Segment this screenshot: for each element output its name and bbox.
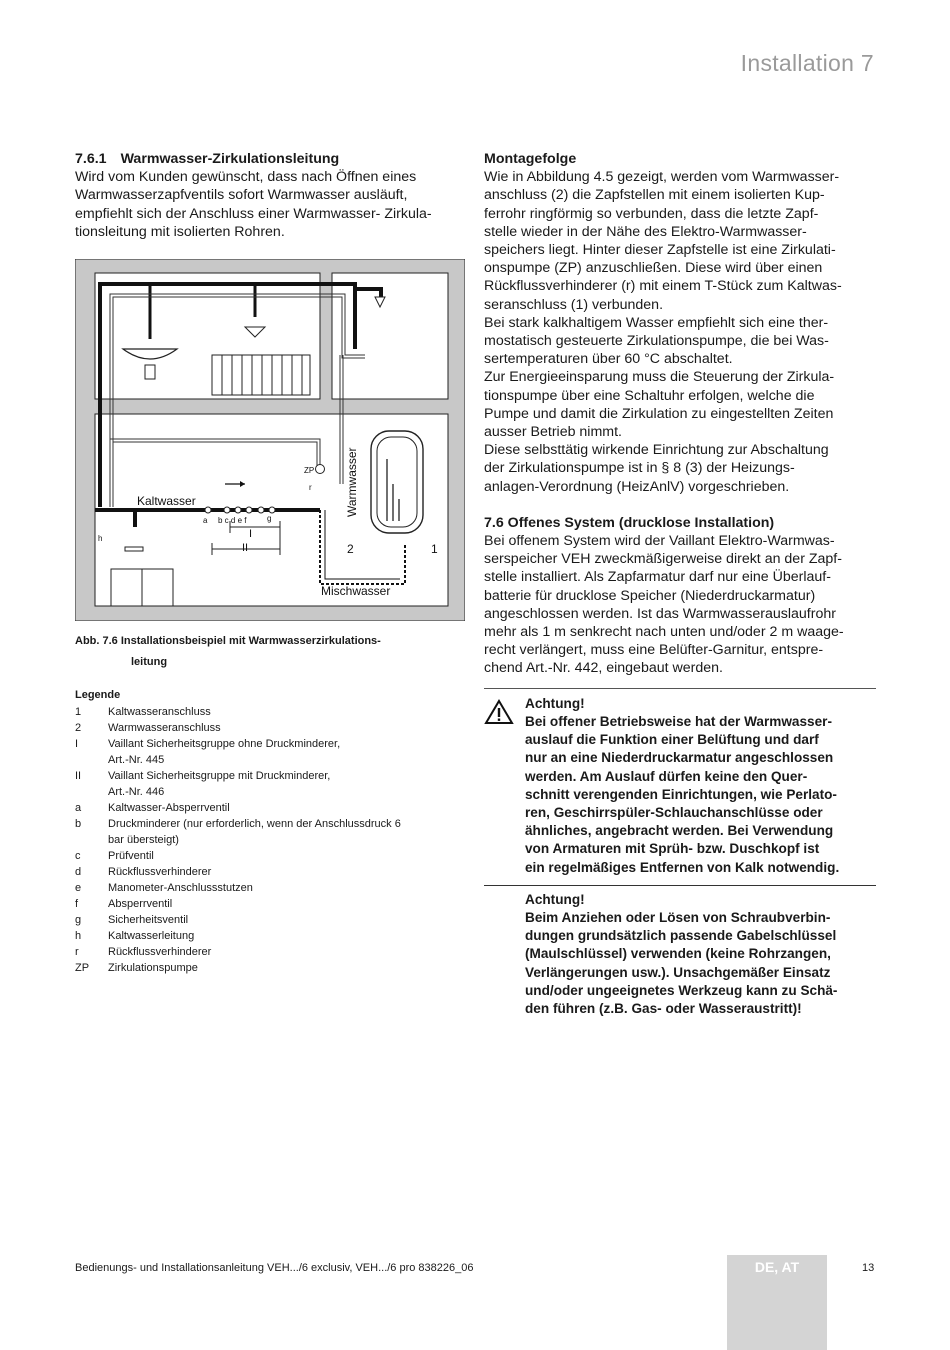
warning-line: (Maulschlüssel) verwenden (keine Rohrzangen,: [525, 946, 831, 962]
text-line: mostatisch gesteuerte Zirkulationspumpe, die bei Was-: [484, 333, 829, 350]
label-r: r: [309, 483, 312, 493]
warning-line: nur an eine Niederdruckarmatur angeschlossen: [525, 750, 834, 766]
text-line: serspeicher VEH zweckmäßigerweise direkt an der Zapf-: [484, 551, 842, 568]
label-a: a: [203, 516, 208, 526]
legend-item: b Druckminderer (nur erforderlich, wenn der Anschlussdruck 6: [75, 818, 401, 831]
legend-item: a Kaltwasser-Absperrventil: [75, 802, 230, 815]
warning-line: Bei offener Betriebsweise hat der Warmwasser-: [525, 713, 832, 729]
text-line: batterie für drucklose Speicher (Niederdruckarmatur): [484, 587, 816, 604]
right-column: [484, 150, 876, 1018]
montage-heading: Montagefolge: [484, 151, 577, 167]
text-line: anschluss (2) die Zapfstellen mit einem isolierten Kup-: [484, 187, 825, 204]
warning-line: dungen grundsätzlich passende Gabelschlüssel: [525, 928, 837, 944]
warning-line: von Armaturen mit Sprüh- bzw. Duschkopf ist: [525, 841, 820, 857]
text-line: tionspumpe über eine Schaltuhr erfolgen, welche die: [484, 387, 815, 404]
label-II: II: [242, 542, 249, 555]
offen-paragraph: [484, 532, 876, 678]
label-2: 2: [347, 542, 354, 557]
text-line: speichers liegt. Hinter dieser Zapfstelle ist eine Zirkulati-: [484, 242, 836, 259]
montage-paragraph: [484, 168, 876, 496]
page-number: 13: [862, 1262, 875, 1274]
text-line: anlagen-Verordnung (HeizAnlV) vorgeschrieben.: [484, 478, 790, 495]
text-line: Bei offenem System wird der Vaillant Elektro-Warmwas-: [484, 533, 835, 550]
warning-title: Achtung!: [525, 695, 585, 711]
warning-line: ren, Geschirrspüler-Schlauchanschlüsse oder: [525, 804, 823, 820]
legend-item: Art.-Nr. 446: [108, 786, 165, 799]
warning-line: Verlängerungen usw.). Unsachgemäßer Einsatz: [525, 964, 831, 980]
legend-item: h Kaltwasserleitung: [75, 930, 195, 943]
label-1: 1: [431, 542, 438, 557]
text-line: Pumpe und damit die Zirkulation zu eingestellten Zeiten: [484, 405, 834, 422]
chapter-title: Installation 7: [740, 50, 874, 76]
offen-heading: 7.6 Offenes System (drucklose Installation): [484, 514, 775, 531]
legend-item: e Manometer-Anschlussstutzen: [75, 882, 253, 895]
warning-title: Achtung!: [525, 891, 585, 907]
text-line: Wie in Abbildung 4.5 gezeigt, werden vom Warmwasser-: [484, 169, 840, 186]
text-line: Bei stark kalkhaltigem Wasser empfiehlt sich eine ther-: [484, 314, 829, 331]
text-line: sertemperaturen über 60 °C abschaltet.: [484, 351, 733, 368]
legend-item: c Prüfventil: [75, 850, 154, 863]
legend-list: [75, 704, 470, 976]
warning-line: Beim Anziehen oder Lösen von Schraubverbin-: [525, 909, 831, 925]
label-kaltwasser: Kaltwasser: [137, 494, 196, 509]
warning-line: ein regelmäßiges Entfernen von Kalk notwendig.: [525, 859, 840, 875]
label-I: I: [249, 528, 253, 541]
warning-line: werden. Am Auslauf dürfen keine den Quer-: [525, 768, 808, 784]
left-column: [75, 150, 470, 976]
intro-line: empfiehlt sich der Anschluss einer Warmwasser- Zirkula-: [75, 205, 432, 222]
installation-diagram: [75, 259, 465, 621]
text-line: stelle installiert. Als Zapfarmatur darf nur eine Überlauf-: [484, 569, 831, 586]
legend-item: 2 Warmwasseranschluss: [75, 722, 221, 735]
label-warmwasser: Warmwasser: [345, 447, 359, 518]
text-line: onspumpe (ZP) anzuschließen. Diese wird über einen: [484, 260, 823, 277]
label-mischwasser: Mischwasser: [321, 584, 391, 599]
text-line: Rückflussverhinderer (r) mit einem T-Stück zum Kaltwas-: [484, 278, 842, 295]
label-zp: ZP: [304, 466, 315, 476]
text-line: seranschluss (1) verbunden.: [484, 296, 664, 313]
legend-item: bar übersteigt): [108, 834, 179, 847]
warning-line: den führen (z.B. Gas- oder Wasseraustritt)!: [525, 1000, 802, 1016]
text-line: ferrohr ringförmig so verbunden, dass die letzte Zapf-: [484, 205, 819, 222]
legend-item: 1 Kaltwasseranschluss: [75, 706, 211, 719]
text-line: stelle wieder in der Nähe des Elektro-Warmwasser-: [484, 223, 807, 240]
warning-box: [484, 688, 876, 877]
text-line: der Zirkulationspumpe ist in § 8 (3) der Heizungs-: [484, 460, 795, 477]
text-line: ausser Betrieb nimmt.: [484, 424, 622, 441]
language-tab: [727, 1255, 827, 1350]
intro-line: Wird vom Kunden gewünscht, dass nach Öffnen eines: [75, 169, 417, 186]
section-heading: [75, 150, 470, 168]
legend-item: ZP Zirkulationspumpe: [75, 962, 198, 975]
warning-line: ähnliches, angebracht werden. Bei Verwendung: [525, 823, 834, 839]
warning-triangle-icon: [484, 699, 514, 730]
label-bcdef: b c d e f: [218, 516, 247, 526]
caption-line: Abb. 7.6 Installationsbeispiel mit Warmwasserzirkulations-: [75, 635, 381, 648]
caption-line: leitung: [131, 656, 168, 669]
footer-document-title: Bedienungs- und Installationsanleitung VEH.../6 exclusiv, VEH.../6 pro 838226_06: [75, 1262, 474, 1274]
legend-item: I Vaillant Sicherheitsgruppe ohne Druckminderer,: [75, 738, 341, 751]
label-h: h: [98, 534, 103, 544]
figure-caption: [75, 631, 470, 673]
label-g: g: [267, 514, 272, 524]
legend-item: d Rückflussverhinderer: [75, 866, 212, 879]
warning-line: auslauf die Funktion einer Belüftung und darf: [525, 732, 819, 748]
warning-line: und/oder ungeeignetes Werkzeug kann zu Schä-: [525, 982, 838, 998]
text-line: Diese selbsttätig wirkende Einrichtung zur Abschaltung: [484, 442, 829, 459]
legend-item: f Absperrventil: [75, 898, 173, 911]
legend-item: g Sicherheitsventil: [75, 914, 189, 927]
section-number: 7.6.1: [75, 151, 107, 167]
intro-paragraph: [75, 168, 470, 241]
language-tab-label: DE, AT: [754, 1259, 800, 1275]
intro-line: tionsleitung mit isolierten Rohren.: [75, 223, 285, 240]
text-line: mehr als 1 m senkrecht nach unten und/oder 2 m waage-: [484, 624, 844, 641]
text-line: Zur Energieeinsparung muss die Steuerung der Zirkula-: [484, 369, 835, 386]
legend-item: Art.-Nr. 445: [108, 754, 165, 767]
legend-title: Legende: [75, 689, 121, 702]
text-line: angeschlossen werden. Ist das Warmwasserauslaufrohr: [484, 605, 836, 622]
legend-item: II Vaillant Sicherheitsgruppe mit Druckminderer,: [75, 770, 331, 783]
intro-line: Warmwasserzapfventils sofort Warmwasser ausläuft,: [75, 187, 408, 204]
warning-box-2: [484, 885, 876, 1018]
text-line: recht verlängert, muss eine Belüfter-Garnitur, entspre-: [484, 642, 824, 659]
section-title: Warmwasser-Zirkulationsleitung: [120, 151, 340, 167]
text-line: chend Art.-Nr. 442, eingebaut werden.: [484, 660, 723, 677]
warning-line: schnitt verengenden Einrichtungen, wie Perlato-: [525, 786, 837, 802]
legend-item: r Rückflussverhinderer: [75, 946, 212, 959]
